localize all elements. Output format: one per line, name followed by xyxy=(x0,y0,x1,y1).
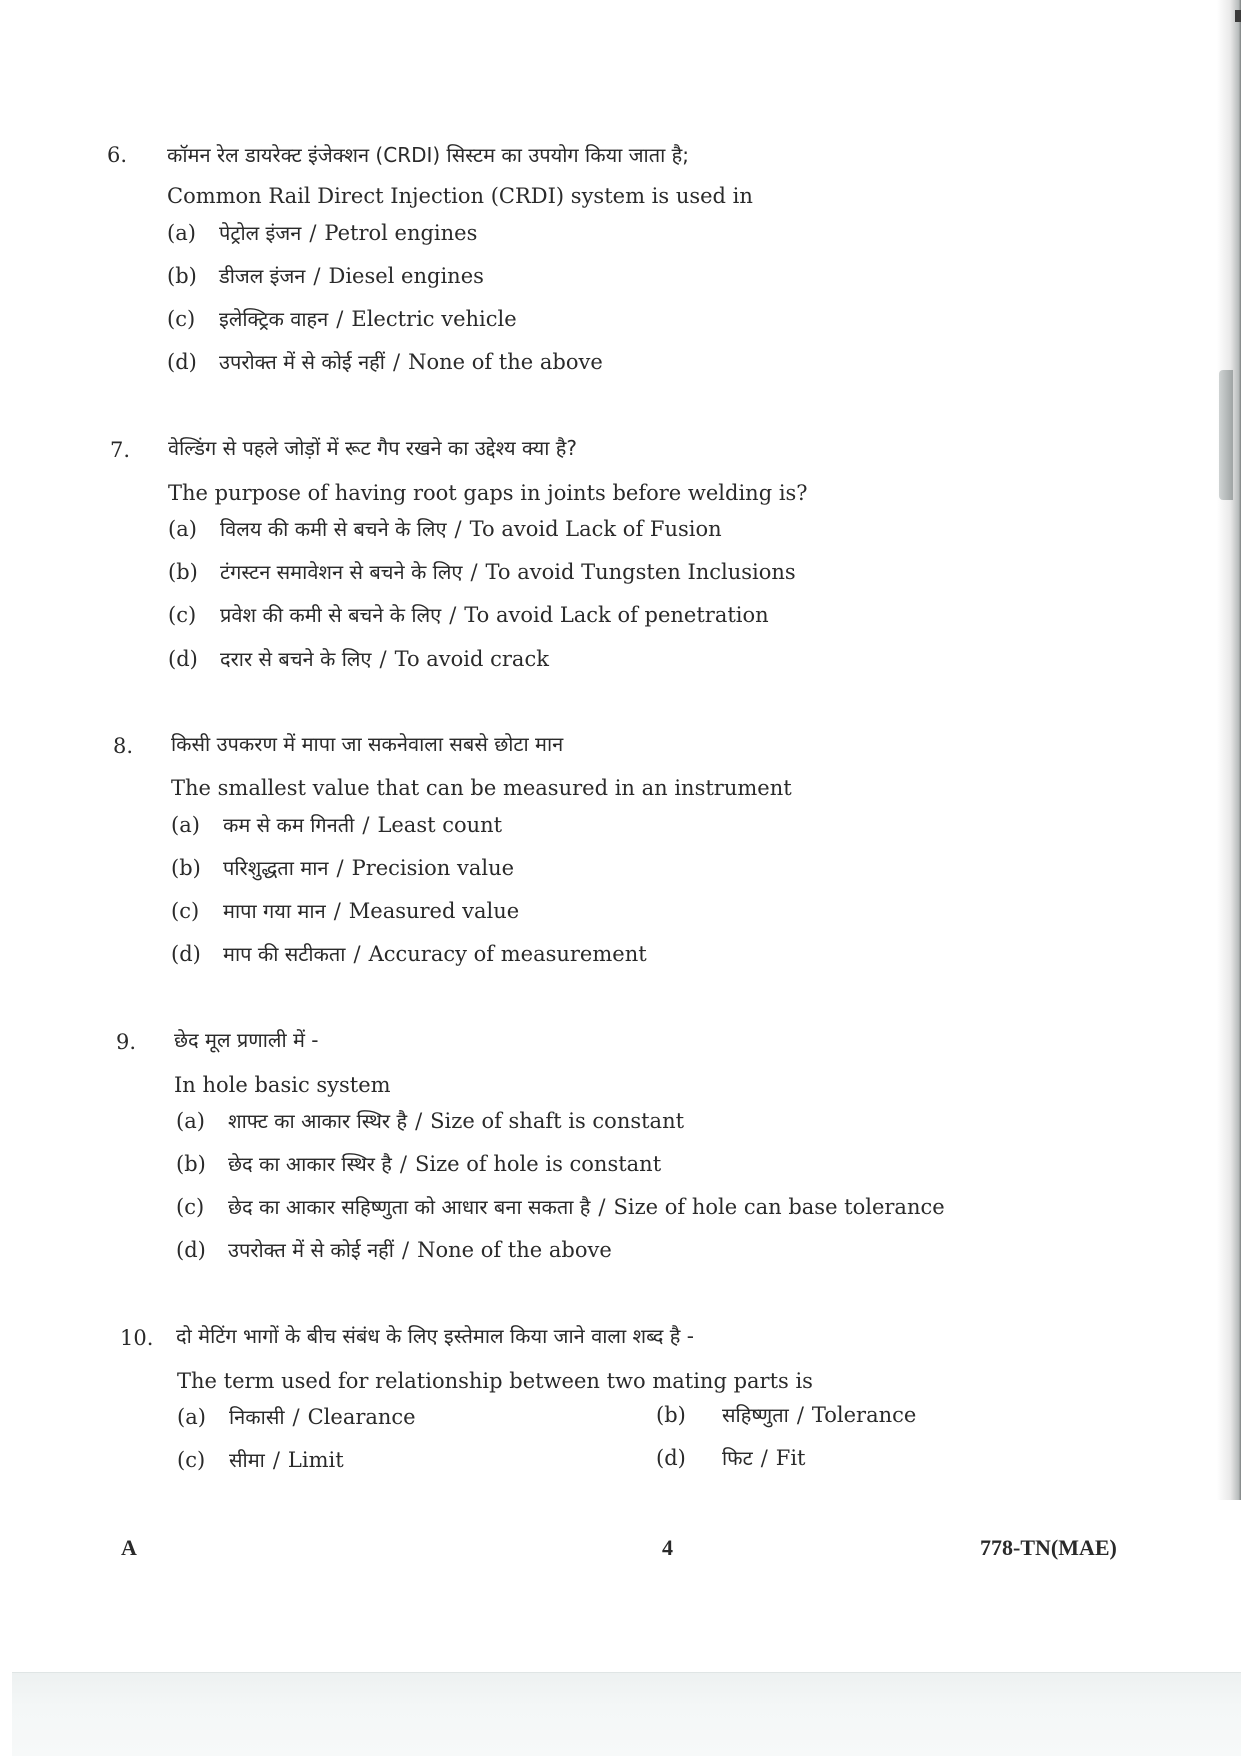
option-a: (a) विलय की कमी से बचने के लिए / To avoid Lack of Fusion xyxy=(168,517,722,541)
option-b: (b) टंगस्टन समावेशन से बचने के लिए / To avoid Tungsten Inclusions xyxy=(168,560,796,584)
option-d: (d) फिट / Fit xyxy=(656,1446,806,1470)
page-corner-mark xyxy=(1235,10,1241,22)
option-d: (d) माप की सटीकता / Accuracy of measurement xyxy=(171,942,647,966)
option-a: (a) निकासी / Clearance xyxy=(177,1405,416,1429)
question-text-hindi: किसी उपकरण में मापा जा सकनेवाला सबसे छोटा मान xyxy=(171,732,564,756)
question-number: 10. xyxy=(120,1326,154,1350)
question-number: 8. xyxy=(113,734,134,758)
question-text-english: The term used for relationship between two mating parts is xyxy=(177,1369,813,1393)
option-b: (b) परिशुद्धता मान / Precision value xyxy=(171,856,515,880)
question-text-english: Common Rail Direct Injection (CRDI) system is used in xyxy=(167,184,753,208)
page-binding-tab xyxy=(1219,370,1233,500)
question-number: 6. xyxy=(107,143,128,167)
option-b: (b) डीजल इंजन / Diesel engines xyxy=(167,264,484,288)
page-edge-shadow xyxy=(1217,0,1241,1500)
option-d: (d) दरार से बचने के लिए / To avoid crack xyxy=(168,647,549,671)
question-text-english: The smallest value that can be measured in an instrument xyxy=(171,776,792,800)
option-d: (d) उपरोक्त में से कोई नहीं / None of the above xyxy=(176,1238,612,1262)
option-c: (c) प्रवेश की कमी से बचने के लिए / To avoid Lack of penetration xyxy=(168,603,769,627)
question-text-hindi: वेल्डिंग से पहले जोड़ों में रूट गैप रखने का उद्देश्य क्या है? xyxy=(168,436,577,460)
footer-paper-code: 778-TN(MAE) xyxy=(980,1535,1117,1560)
option-c: (c) इलेक्ट्रिक वाहन / Electric vehicle xyxy=(167,307,517,331)
option-d: (d) उपरोक्त में से कोई नहीं / None of the above xyxy=(167,350,603,374)
footer-page-number: 4 xyxy=(662,1535,673,1560)
scan-bottom-strip xyxy=(12,1672,1241,1756)
option-c: (c) मापा गया मान / Measured value xyxy=(171,899,520,923)
question-number: 7. xyxy=(110,438,131,462)
question-text-hindi: कॉमन रेल डायरेक्ट इंजेक्शन (CRDI) सिस्टम का उपयोग किया जाता है; xyxy=(167,143,690,167)
footer-series: A xyxy=(121,1535,137,1560)
option-a: (a) पेट्रोल इंजन / Petrol engines xyxy=(167,221,478,245)
option-b: (b) छेद का आकार स्थिर है / Size of hole is constant xyxy=(176,1152,662,1176)
option-a: (a) कम से कम गिनती / Least count xyxy=(171,813,503,837)
option-a: (a) शाफ्ट का आकार स्थिर है / Size of shaft is constant xyxy=(176,1109,685,1133)
question-text-english: The purpose of having root gaps in joints before welding is? xyxy=(168,481,808,505)
question-number: 9. xyxy=(116,1030,137,1054)
option-b: (b) सहिष्णुता / Tolerance xyxy=(656,1403,917,1427)
option-c: (c) सीमा / Limit xyxy=(177,1448,344,1472)
option-c: (c) छेद का आकार सहिष्णुता को आधार बना सकता है / Size of hole can base tolerance xyxy=(176,1195,945,1219)
question-text-english: In hole basic system xyxy=(174,1073,391,1097)
question-text-hindi: छेद मूल प्रणाली में - xyxy=(174,1028,319,1052)
question-text-hindi: दो मेटिंग भागों के बीच संबंध के लिए इस्तेमाल किया जाने वाला शब्द है - xyxy=(176,1324,694,1348)
